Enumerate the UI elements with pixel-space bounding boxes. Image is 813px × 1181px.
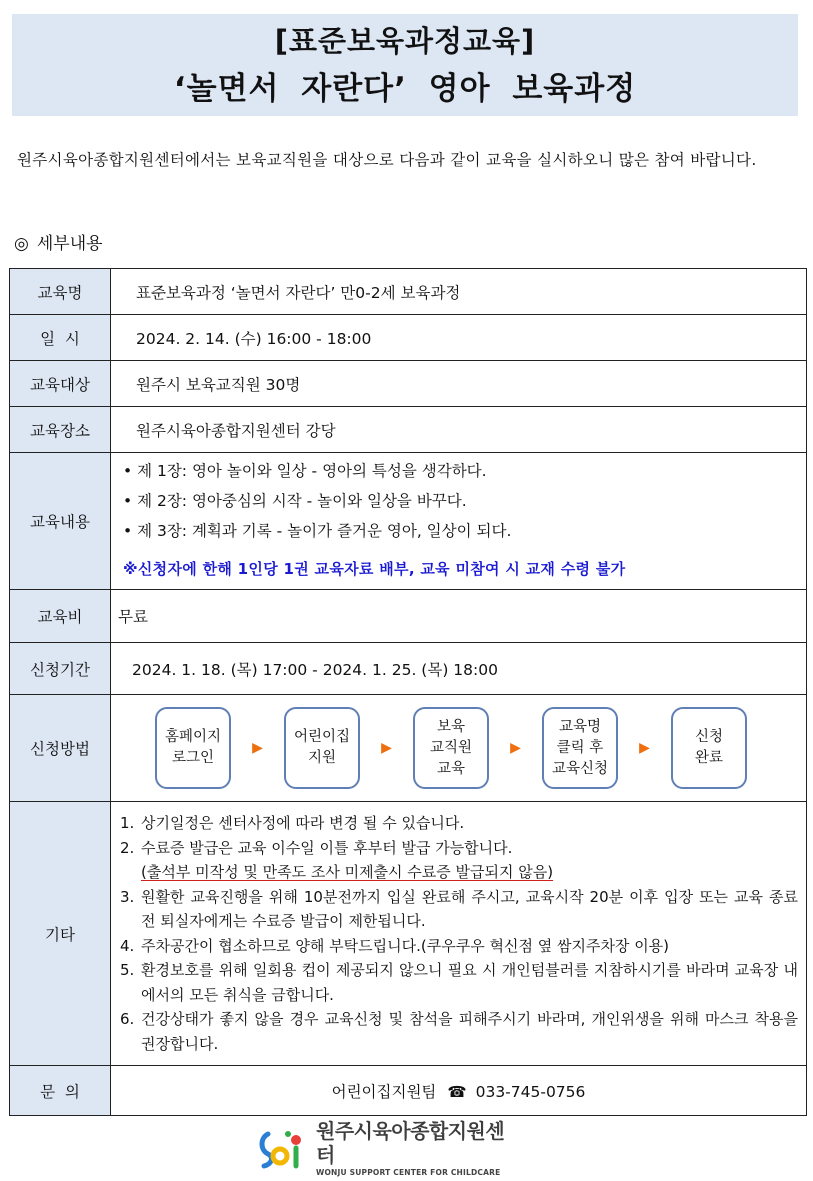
table-row bbox=[10, 269, 807, 315]
content-label: 교육내용 bbox=[10, 453, 111, 590]
period-label: 신청기간 bbox=[10, 643, 111, 695]
item-text: 환경보호를 위해 일회용 컵이 제공되지 않으니 필요 시 개인텀블러를 지참하시기를 바라며 교육장 내에서의 모든 취식을 금합니다. bbox=[141, 961, 798, 1004]
period-value: 2024. 1. 18. (목) 17:00 - 2024. 1. 25. (목) 18:00 bbox=[111, 643, 807, 695]
list-item bbox=[120, 811, 798, 836]
content-item: • 제 2장: 영아중심의 시작 - 놀이와 일상을 바꾸다. bbox=[123, 492, 467, 510]
table-row bbox=[10, 1066, 807, 1116]
item-number: 3. bbox=[120, 887, 135, 906]
section-title: 세부내용 bbox=[36, 234, 103, 254]
contact-label: 문 의 bbox=[10, 1066, 111, 1116]
step-text: 신청 bbox=[694, 729, 723, 745]
arrow-right-icon: ▶ bbox=[252, 740, 263, 756]
application-steps bbox=[111, 707, 806, 789]
method-label: 신청방법 bbox=[10, 695, 111, 802]
table-row bbox=[10, 695, 807, 802]
section-heading bbox=[14, 232, 103, 256]
certificate-note bbox=[120, 860, 798, 885]
step-text: 지원 bbox=[307, 750, 336, 766]
org-name: 원주시육아종합지원센터 bbox=[316, 1119, 505, 1167]
certificate-note-text: (출석부 미작성 및 만족도 조사 미제출시 수료증 발급되지 않음) bbox=[141, 863, 554, 881]
step-text: 클릭 후 bbox=[556, 739, 604, 756]
step-text: 교육 bbox=[436, 760, 465, 777]
contact-team: 어린이집지원팀 bbox=[331, 1082, 437, 1101]
table-row bbox=[10, 802, 807, 1066]
content-item: • 제 1장: 영아 놀이와 일상 - 영아의 특성을 생각하다. bbox=[123, 462, 487, 480]
step-text: 교직원 bbox=[429, 739, 473, 756]
item-text: 수료증 발급은 교육 이수일 이틀 후부터 발급 가능합니다. bbox=[141, 838, 513, 857]
step-box bbox=[413, 707, 489, 789]
circle-mark-icon: ◎ bbox=[14, 234, 29, 254]
step-text: 어린이집 bbox=[293, 729, 351, 745]
list-item bbox=[120, 1007, 798, 1056]
phone-icon: ☎ bbox=[447, 1082, 467, 1101]
step-text: 완료 bbox=[694, 750, 723, 766]
step-text: 교육명 bbox=[558, 718, 602, 735]
table-row bbox=[10, 407, 807, 453]
item-number: 6. bbox=[120, 1010, 135, 1028]
item-text: 상기일정은 센터사정에 따라 변경 될 수 있습니다. bbox=[141, 814, 465, 832]
table-row bbox=[10, 361, 807, 407]
arrow-right-icon: ▶ bbox=[639, 740, 650, 756]
org-logo bbox=[258, 1119, 508, 1177]
table-row bbox=[10, 643, 807, 695]
content-cell bbox=[111, 453, 807, 590]
org-name-en: WONJU SUPPORT CENTER FOR CHILDCARE bbox=[316, 1168, 501, 1177]
etc-cell bbox=[111, 802, 807, 1066]
etc-label: 기타 bbox=[10, 802, 111, 1066]
step-text: 보육 bbox=[436, 718, 465, 735]
contact-phone: 033-745-0756 bbox=[475, 1082, 586, 1101]
content-item: • 제 3장: 계획과 기록 - 놀이가 즐거운 영아, 일상이 되다. bbox=[123, 522, 512, 540]
table-row bbox=[10, 453, 807, 590]
item-text: 건강상태가 좋지 않을 경우 교육신청 및 참석을 피해주시기 바라며, 개인위생을 위해 마스크 착용을 권장합니다. bbox=[141, 1010, 798, 1053]
list-item bbox=[120, 934, 798, 959]
step-text: 교육신청 bbox=[551, 760, 609, 777]
step-box bbox=[284, 707, 360, 789]
step-text: 로그인 bbox=[171, 750, 215, 766]
page-subtitle: ‘놀면서 자란다’ 영아 보육과정 bbox=[173, 71, 637, 107]
item-number: 1. bbox=[120, 814, 135, 832]
datetime-value: 2024. 2. 14. (수) 16:00 - 18:00 bbox=[111, 315, 807, 361]
target-value: 원주시 보육교직원 30명 bbox=[111, 361, 807, 407]
step-box bbox=[671, 707, 747, 789]
table-row bbox=[10, 590, 807, 643]
list-item bbox=[120, 885, 798, 934]
step-box bbox=[155, 707, 231, 789]
arrow-right-icon: ▶ bbox=[510, 740, 521, 756]
fee-label: 교육비 bbox=[10, 590, 111, 643]
target-label: 교육대상 bbox=[10, 361, 111, 407]
content-notice: ※신청자에 한해 1인당 1권 교육자료 배부, 교육 미참여 시 교재 수령 불가 bbox=[123, 560, 626, 578]
item-number: 5. bbox=[120, 961, 135, 979]
item-text: 원활한 교육진행을 위해 10분전까지 입실 완료해 주시고, 교육시작 20분 이후 입장 또는 교육 종료 전 퇴실자에게는 수료증 발급이 제한됩니다. bbox=[141, 887, 798, 930]
intro-text: 원주시육아종합지원센터에서는 보육교직원을 대상으로 다음과 같이 교육을 실시하오니 많은 참여 바랍니다. bbox=[17, 151, 757, 169]
contact-cell bbox=[111, 1066, 807, 1116]
details-table bbox=[9, 268, 807, 1116]
table-row bbox=[10, 315, 807, 361]
datetime-label: 일 시 bbox=[10, 315, 111, 361]
org-logo-icon bbox=[258, 1126, 310, 1172]
venue-value: 원주시육아종합지원센터 강당 bbox=[111, 407, 807, 453]
method-cell bbox=[111, 695, 807, 802]
fee-value: 무료 bbox=[111, 590, 807, 643]
venue-label: 교육장소 bbox=[10, 407, 111, 453]
item-text: 주차공간이 협소하므로 양해 부탁드립니다.(쿠우쿠우 혁신점 옆 쌈지주차장 이용) bbox=[141, 936, 670, 955]
step-box bbox=[542, 707, 618, 789]
item-number: 4. bbox=[120, 936, 135, 955]
step-text: 홈페이지 bbox=[164, 729, 222, 745]
course-name-value: 표준보육과정 ‘놀면서 자란다’ 만0-2세 보육과정 bbox=[111, 269, 807, 315]
list-item bbox=[120, 958, 798, 1007]
page-title: [표준보육과정교육] bbox=[274, 24, 536, 58]
list-item bbox=[120, 836, 798, 861]
item-number: 2. bbox=[120, 838, 135, 857]
title-banner bbox=[12, 14, 798, 116]
course-name-label: 교육명 bbox=[10, 269, 111, 315]
arrow-right-icon: ▶ bbox=[381, 740, 392, 756]
